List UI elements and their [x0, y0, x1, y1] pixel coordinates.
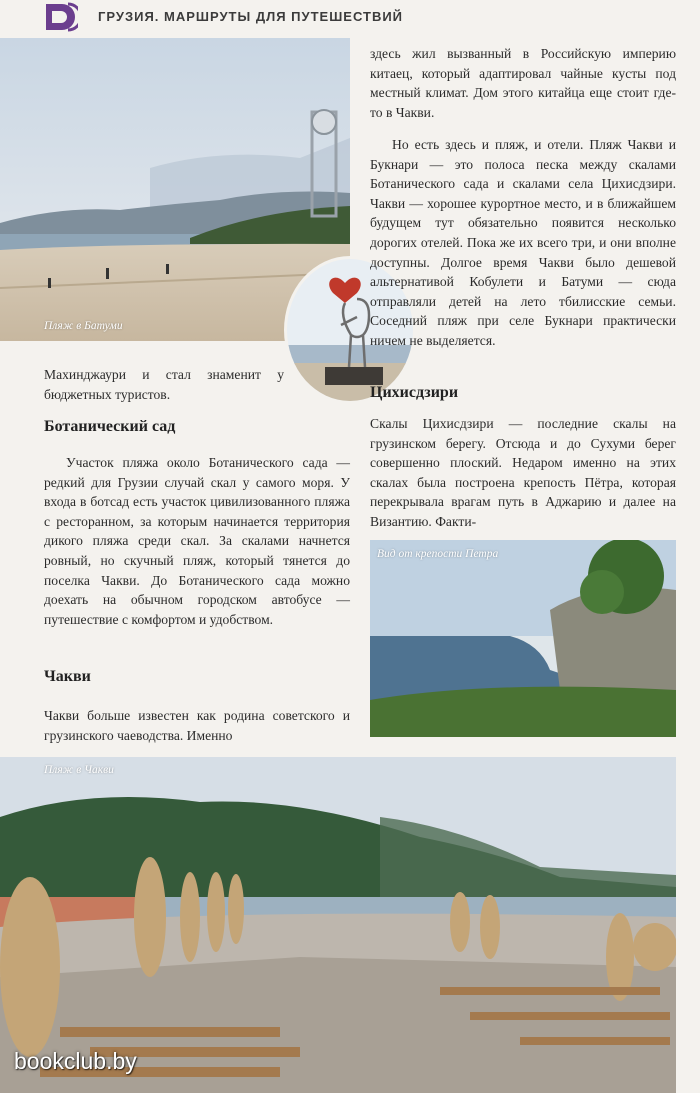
botanic-paragraph: Участок пляжа около Ботанического сада — редкий для Грузии случай скал у самого моря. У входа в ботсад есть участок цивилизованного пляжа с ресторанном, за которым начинается территория дикого пляжа среди скал. За скалами начнется ровный, но скучный пляж, который тянется до поселка Чакви. До Ботанического сада можно доехать на обычном городском автобусе — путешествие с комфортом и удобством. — [44, 455, 350, 627]
watermark: bookclub.by — [14, 1048, 137, 1074]
right-paragraph-2: Но есть здесь и пляж, и отели. Пляж Чакви и Букнари — это полоса песка между скалами Ботанического сада и скалами села Цихисдзири. Чакви — хорошее курортное место, и в ближайшем будущем тут обязательно появится несколько дорогих отелей. Пока же их всего три, и они вполне доступны. Долгое время Чакви было дешевой альтернативой Кобулети и Батуми — сюда отправляли детей на лето тбилисские семьи. Соседний пляж при селе Букнари практически ничем не выделяется. — [370, 137, 676, 348]
book-logo-icon — [44, 2, 78, 32]
right-paragraph-1: здесь жил вызванный в Российскую империю китаец, который адаптировал чайные кусты под местный климат. Дом этого китайца еще стоит где-то в Чакви. — [370, 46, 676, 120]
chakvi-paragraph: Чакви больше известен как родина советского и грузинского чаеводства. Именно — [44, 708, 350, 743]
petra-view-photo — [370, 540, 676, 737]
intro-paragraph: Махинджаури и стал знаменит у бюджетных туристов. — [44, 367, 284, 402]
chakvi-heading: Чакви — [44, 668, 91, 685]
tsikhisdziri-paragraph: Скалы Цихисдзири — последние скалы на грузинском берегу. Отсюда и до Сухуми берег совершенно плоский. Недаром именно на этих скалах была построена крепость Пётра, которая перекрывала врагам путь в Аджарию и далее на Византию. Факти- — [370, 416, 676, 529]
caption-petra: Вид от крепости Петра — [377, 548, 499, 560]
botanic-heading: Ботанический сад — [44, 418, 176, 435]
page-title: ГРУЗИЯ. МАРШРУТЫ ДЛЯ ПУТЕШЕСТВИЙ — [98, 9, 404, 24]
caption-batumi: Пляж в Батуми — [44, 320, 123, 332]
caption-chakvi: Пляж в Чакви — [44, 764, 114, 776]
tsikhisdziri-heading: Цихисдзири — [370, 384, 459, 401]
page-header — [0, 0, 700, 36]
chakvi-beach-photo — [0, 757, 676, 1093]
